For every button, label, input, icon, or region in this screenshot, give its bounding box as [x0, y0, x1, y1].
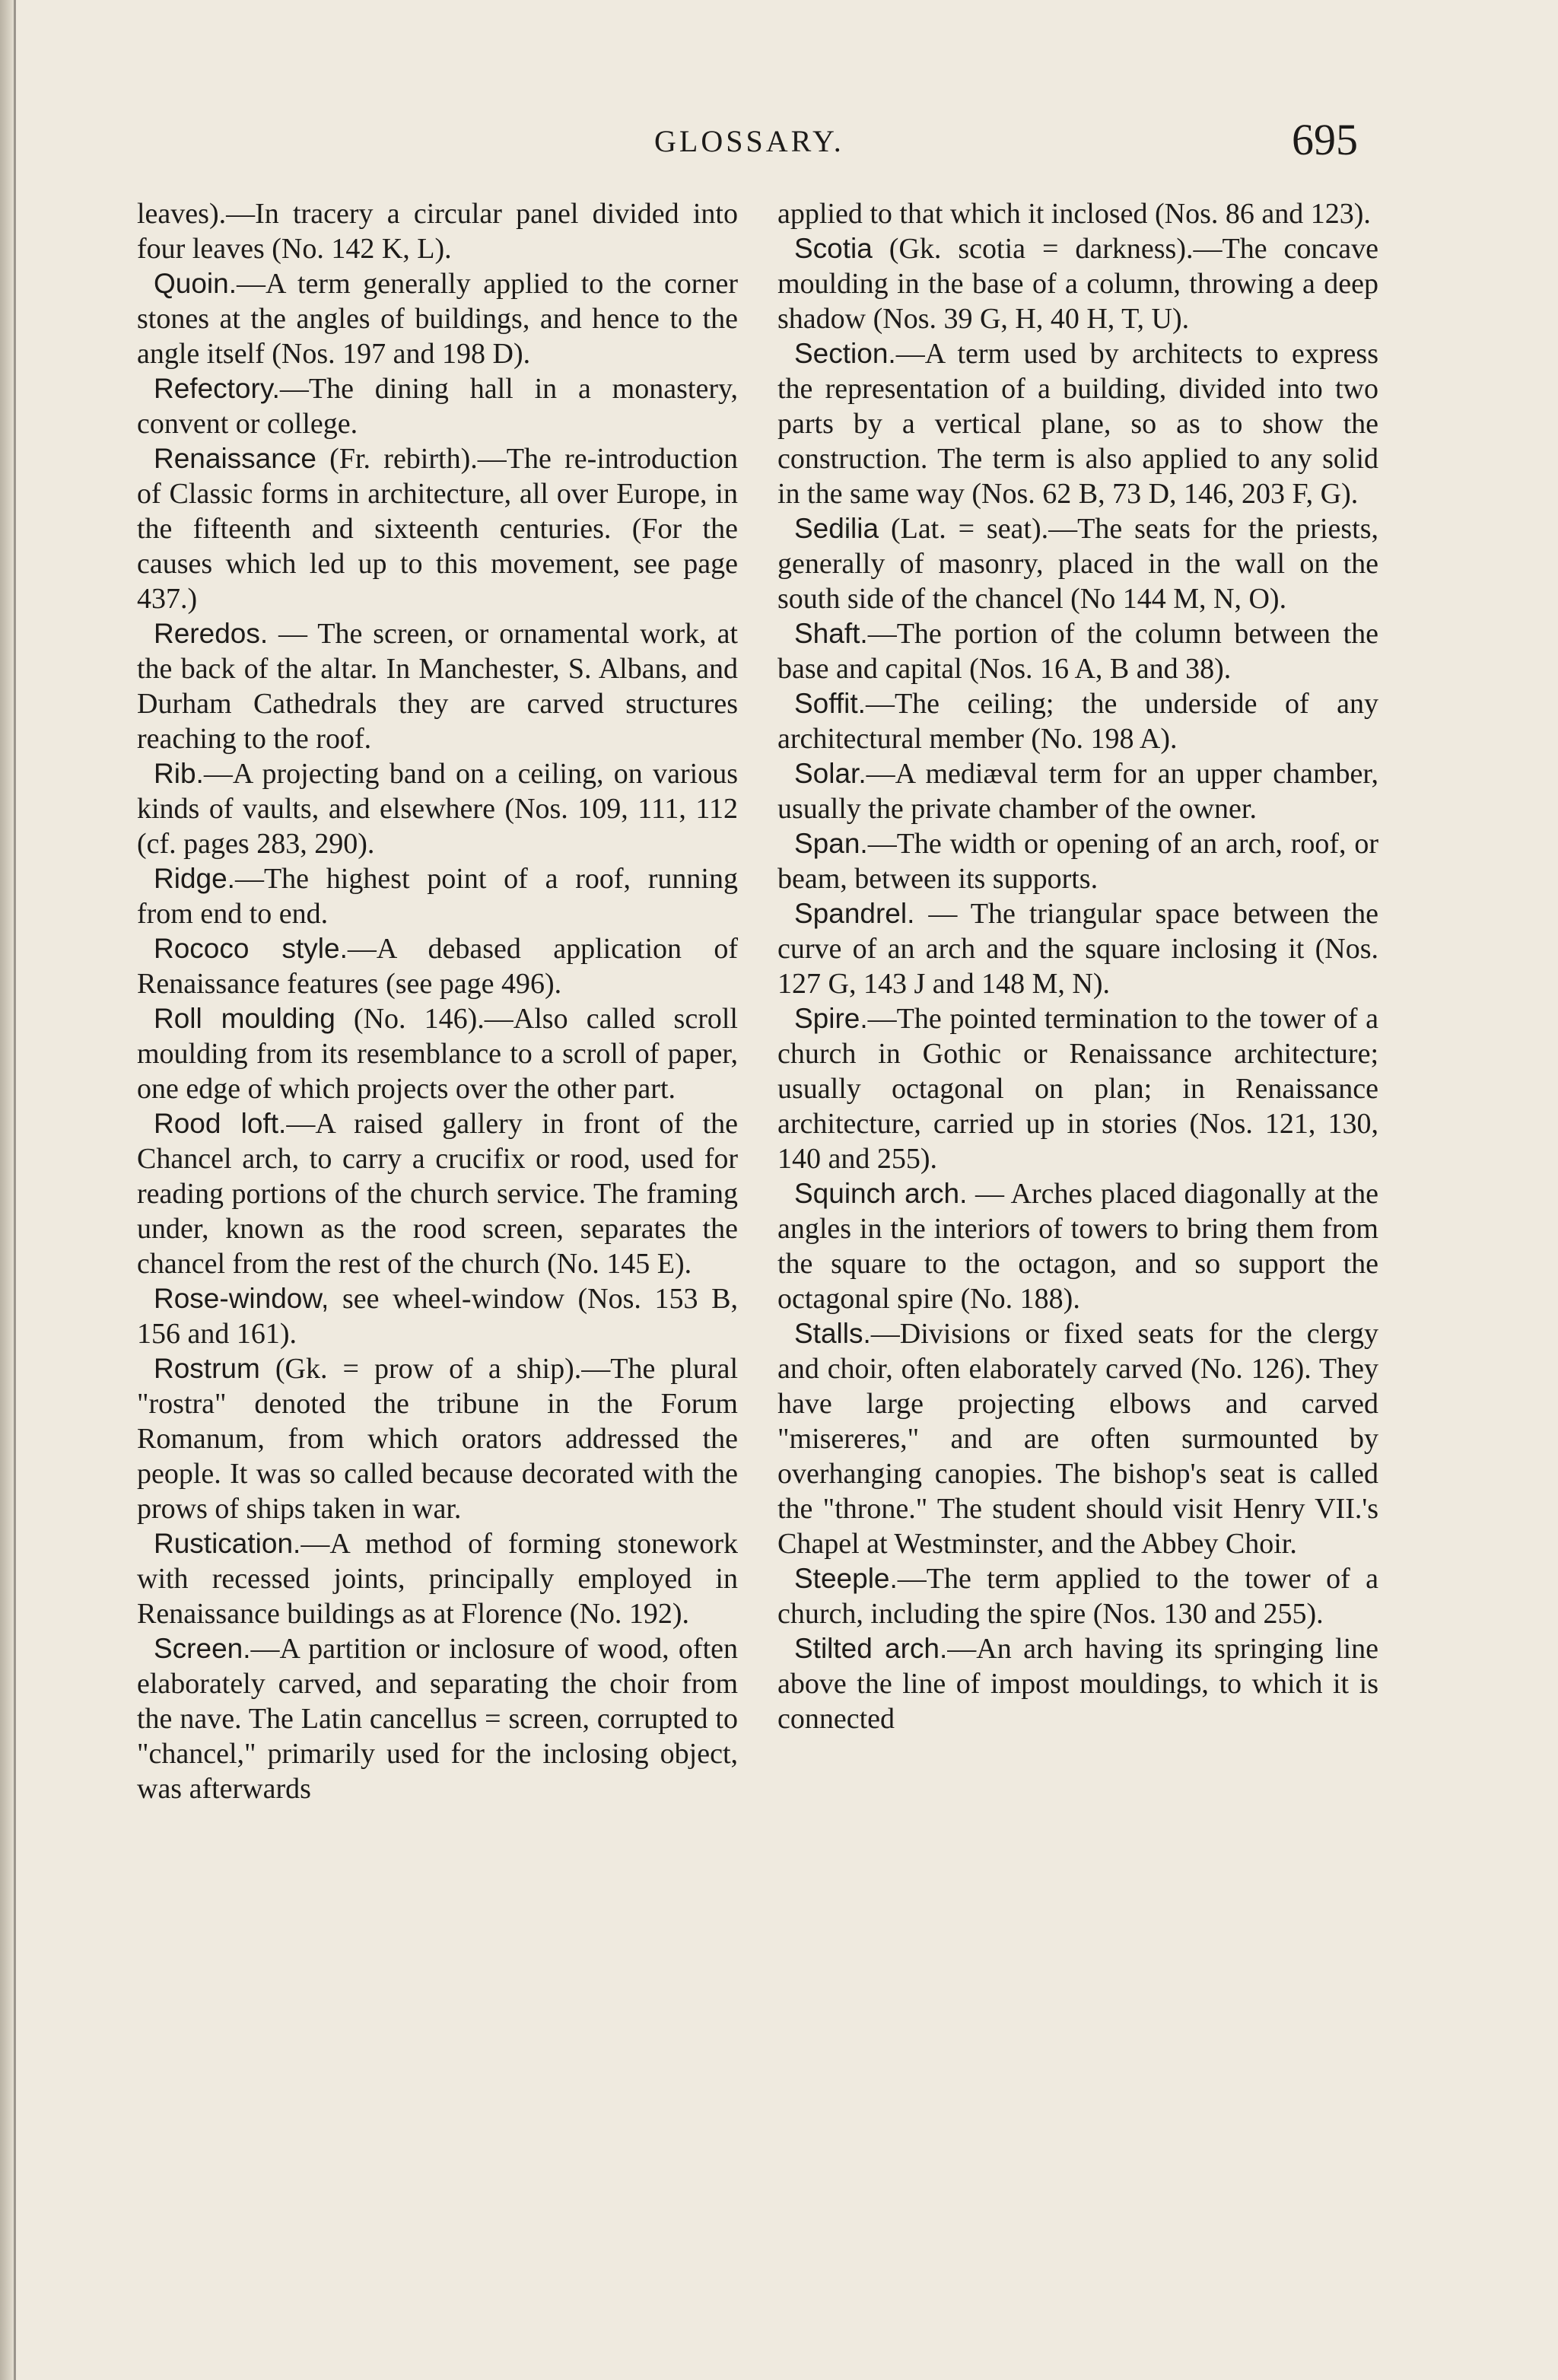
right-column	[777, 196, 1378, 1736]
glossary-entry	[777, 1316, 1378, 1561]
glossary-entry	[137, 371, 738, 441]
glossary-definition: —A term used by architects to express the representation of a building, divided into two parts by a vertical plane, so as to show the construction. The term is also applied to any solid in the same way (Nos. 62 B, 73 D, 146, 203 F, G).	[777, 338, 1378, 510]
glossary-entry	[777, 896, 1378, 1001]
glossary-entry	[137, 756, 738, 861]
glossary-definition: —A partition or inclosure of wood, often elaborately carved, and separating the choir from the nave. The Latin cancellus = screen, corrupted to "chancel," primarily used for the inclosing object, was afterwards	[137, 1633, 738, 1805]
glossary-definition: —A method of forming stonework with recessed joints, principally employed in Renaissance buildings as at Florence (No. 192).	[137, 1528, 738, 1630]
glossary-definition: applied to that which it inclosed (Nos. 86 and 123).	[777, 198, 1371, 230]
glossary-definition: (Gk. = prow of a ship).—The plural "rostra" denoted the tribune in the Forum Romanum, from which orators addressed the people. It was so called because decorated with the prows of ships taken in war.	[137, 1353, 738, 1525]
glossary-definition: — The triangular space between the curve of an arch and the square inclosing it (Nos. 127 G, 143 J and 148 M, N).	[777, 898, 1378, 1000]
glossary-definition: (Gk. scotia = darkness).—The concave moulding in the base of a column, throwing a deep shadow (Nos. 39 G, H, 40 H, T, U).	[777, 233, 1378, 335]
glossary-entry	[137, 441, 738, 616]
glossary-entry	[137, 616, 738, 756]
glossary-entry	[137, 931, 738, 1001]
glossary-definition: —A mediæval term for an upper chamber, usually the private chamber of the owner.	[777, 758, 1378, 825]
glossary-definition: —The term applied to the tower of a church, including the spire (Nos. 130 and 255).	[777, 1563, 1378, 1630]
page-number: 695	[1292, 115, 1358, 164]
glossary-definition: —A projecting band on a ceiling, on various kinds of vaults, and elsewhere (Nos. 109, 111, 112 (cf. pages 283, 290).	[137, 758, 738, 860]
glossary-term: Sedilia	[794, 513, 879, 544]
glossary-term: Stilted arch.	[794, 1633, 948, 1664]
page-binding-edge	[14, 0, 16, 2380]
left-column	[137, 196, 738, 1806]
glossary-entry	[137, 1281, 738, 1351]
glossary-entry	[137, 1106, 738, 1281]
glossary-term: Refectory.	[154, 373, 280, 404]
glossary-term: Solar.	[794, 758, 866, 789]
glossary-entry	[137, 1631, 738, 1806]
glossary-term: Steeple.	[794, 1563, 898, 1594]
glossary-definition: —The pointed termination to the tower of a church in Gothic or Renaissance architecture; usually octagonal on plan; in Renaissance architecture, carried up in stories (Nos. 121, 130, 140 and 255).	[777, 1003, 1378, 1175]
glossary-entry	[137, 861, 738, 931]
glossary-definition: leaves).—In tracery a circular panel divided into four leaves (No. 142 K, L).	[137, 198, 738, 265]
glossary-definition: see wheel-window (Nos. 153 B, 156 and 161).	[137, 1283, 738, 1350]
glossary-definition: —An arch having its springing line above the line of impost mouldings, to which it is connected	[777, 1633, 1378, 1735]
glossary-definition: (Fr. rebirth).—The re-introduction of Classic forms in architecture, all over Europe, in the fifteenth and sixteenth centuries. (For the causes which led up to this movement, see page 437.)	[137, 443, 738, 615]
glossary-entry	[137, 266, 738, 371]
glossary-entry	[777, 756, 1378, 826]
glossary-definition: —The portion of the column between the base and capital (Nos. 16 A, B and 38).	[777, 618, 1378, 685]
glossary-term: Rib.	[154, 758, 204, 789]
glossary-term: Scotia	[794, 233, 873, 264]
page-header	[0, 114, 1558, 175]
glossary-entry	[777, 231, 1378, 336]
glossary-entry	[777, 1561, 1378, 1631]
glossary-term: Rood loft.	[154, 1108, 287, 1139]
glossary-definition: —A raised gallery in front of the Chancel arch, to carry a crucifix or rood, used for reading portions of the church service. The framing under, known as the rood screen, separates the chancel from the rest of the church (No. 145 E).	[137, 1108, 738, 1280]
glossary-entry	[777, 1176, 1378, 1316]
glossary-entry	[777, 336, 1378, 511]
glossary-term: Rustication.	[154, 1528, 301, 1559]
glossary-entry	[137, 1001, 738, 1106]
glossary-definition: (Lat. = seat).—The seats for the priests, generally of masonry, placed in the wall on the south side of the chancel (No 144 M, N, O).	[777, 513, 1378, 615]
glossary-term: Spire.	[794, 1003, 868, 1034]
glossary-definition: —A term generally applied to the corner stones at the angles of buildings, and hence to the angle itself (Nos. 197 and 198 D).	[137, 268, 738, 370]
glossary-entry	[137, 196, 738, 266]
glossary-term: Rococo style.	[154, 933, 348, 964]
glossary-definition: (No. 146).—Also called scroll moulding from its resemblance to a scroll of paper, one edge of which projects over the other part.	[137, 1003, 738, 1105]
glossary-definition: — The screen, or ornamental work, at the back of the altar. In Manchester, S. Albans, and Durham Cathedrals they are carved structures reaching to the roof.	[137, 618, 738, 755]
glossary-entry	[777, 1631, 1378, 1736]
running-head: GLOSSARY.	[654, 124, 844, 158]
glossary-term: Ridge.	[154, 863, 235, 894]
glossary-entry	[777, 196, 1378, 231]
glossary-term: Rostrum	[154, 1353, 260, 1384]
glossary-entry	[777, 511, 1378, 616]
glossary-term: Stalls.	[794, 1318, 871, 1349]
glossary-term: Section.	[794, 338, 896, 369]
glossary-term: Shaft.	[794, 618, 868, 649]
glossary-term: Reredos.	[154, 618, 269, 649]
glossary-definition: —The highest point of a roof, running from end to end.	[137, 863, 738, 930]
glossary-term: Spandrel.	[794, 898, 915, 929]
glossary-entry	[777, 1001, 1378, 1176]
glossary-term: Screen.	[154, 1633, 251, 1664]
glossary-term: Renaissance	[154, 443, 316, 474]
glossary-definition: —The dining hall in a monastery, convent or college.	[137, 373, 738, 440]
glossary-definition: — Arches placed diagonally at the angles in the interiors of towers to bring them from the square to the octagon, and so support the octagonal spire (No. 188).	[777, 1178, 1379, 1315]
glossary-entry	[777, 826, 1378, 896]
glossary-term: Quoin.	[154, 268, 237, 299]
glossary-term: Squinch arch.	[794, 1178, 968, 1209]
glossary-entry	[777, 616, 1378, 686]
glossary-term: Span.	[794, 828, 868, 859]
glossary-definition: —The ceiling; the underside of any architectural member (No. 198 A).	[777, 688, 1378, 755]
glossary-entry	[137, 1351, 738, 1526]
glossary-definition: —A debased application of Renaissance features (see page 496).	[137, 933, 738, 1000]
glossary-term: Soffit.	[794, 688, 866, 719]
glossary-definition: —Divisions or fixed seats for the clergy and choir, often elaborately carved (No. 126). They have large projecting elbows and carved "misereres," and are often surmounted by overhanging canopies. The bishop's seat is called the "throne." The student should visit Henry VII.'s Chapel at Westminster, and the Abbey Choir.	[777, 1318, 1378, 1560]
glossary-definition: —The width or opening of an arch, roof, or beam, between its supports.	[777, 828, 1378, 895]
glossary-entry	[137, 1526, 738, 1631]
glossary-entry	[777, 686, 1378, 756]
glossary-term: Rose-window,	[154, 1283, 329, 1314]
glossary-term: Roll moulding	[154, 1003, 335, 1034]
